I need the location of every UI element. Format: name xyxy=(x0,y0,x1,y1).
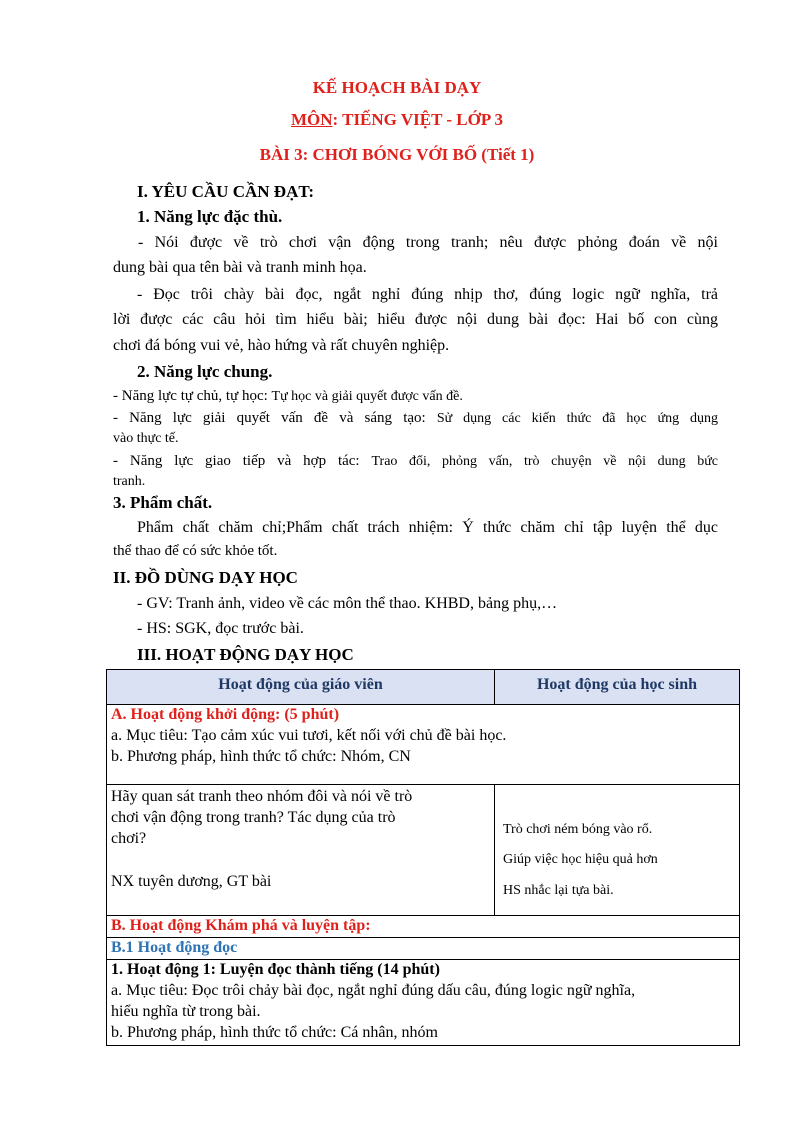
teacher-line1: Hãy quan sát tranh theo nhóm đôi và nói về trò xyxy=(111,788,413,805)
sub2-heading: 2. Năng lực chung. xyxy=(137,362,273,381)
row-b-heading: B. Hoạt động Khám phá và luyện tập: xyxy=(111,917,371,934)
act1-method: b. Phương pháp, hình thức tổ chức: Cá nhân, nhóm xyxy=(111,1024,438,1041)
student-line2: Giúp việc học hiệu quả hơn xyxy=(503,852,658,867)
student-line1: Trò chơi ném bóng vào rổ. xyxy=(503,822,653,837)
lesson-title: BÀI 3: CHƠI BÓNG VỚI BỐ (Tiết 1) xyxy=(259,145,535,164)
col-header-student: Hoạt động của học sinh xyxy=(495,670,739,704)
sub2-item3-line2: tranh. xyxy=(113,474,146,489)
row-divider xyxy=(107,959,739,960)
section2-hs: - HS: SGK, đọc trước bài. xyxy=(137,620,304,637)
student-line3: HS nhắc lại tựa bài. xyxy=(503,883,614,898)
activity-table xyxy=(106,669,740,1046)
sub2-item2-lead: - Năng lực giải quyết vấn đề và sáng tạo: xyxy=(113,410,437,426)
row-b1-heading: B.1 Hoạt động đọc xyxy=(111,939,238,956)
sub1-p1-line2: dung bài qua tên bài và tranh minh họa. xyxy=(113,259,367,276)
sub1-p2-line3: chơi đá bóng vui vẻ, hào hứng và rất chuyên nghiệp. xyxy=(113,337,450,354)
row-a-heading: A. Hoạt động khởi động: (5 phút) xyxy=(111,706,340,723)
row-divider xyxy=(107,937,739,938)
plan-title: KẾ HOẠCH BÀI DẠY xyxy=(312,78,482,97)
sub2-item2-rest: Sử dụng các kiến thức đã học ứng dụng xyxy=(436,411,718,426)
act1-goal-line1: a. Mục tiêu: Đọc trôi chảy bài đọc, ngắt nghỉ đúng dấu câu, đúng logic ngữ nghĩa, xyxy=(111,982,636,999)
sub1-heading: 1. Năng lực đặc thù. xyxy=(137,207,283,226)
row-a-method: b. Phương pháp, hình thức tổ chức: Nhóm, CN xyxy=(111,748,411,765)
sub2-item3-lead: - Năng lực giao tiếp và hợp tác: xyxy=(113,453,372,469)
act1-goal-line2: hiểu nghĩa từ trong bài. xyxy=(111,1003,261,1020)
sub2-item3-rest: Trao đổi, phỏng vấn, trò chuyện về nội dung bức xyxy=(371,454,719,469)
sub1-p2-line2: lời được các câu hỏi tìm hiểu bài; hiểu được nội dung bài đọc: Hai bố con cùng xyxy=(113,311,718,328)
teacher-line4: NX tuyên dương, GT bài xyxy=(111,873,272,890)
row-divider xyxy=(107,784,739,785)
sub2-item2 xyxy=(113,410,718,427)
sub3-line1: Phẩm chất chăm chỉ;Phẩm chất trách nhiệm: Ý thức chăm chỉ tập luyện thể dục xyxy=(137,519,718,536)
act1-heading: 1. Hoạt động 1: Luyện đọc thành tiếng (14 phút) xyxy=(111,961,440,978)
col-header-teacher: Hoạt động của giáo viên xyxy=(107,670,494,704)
section1-heading: I. YÊU CẦU CẦN ĐẠT: xyxy=(137,182,315,201)
subject-rest: : TIẾNG VIỆT - LỚP 3 xyxy=(332,110,504,129)
teacher-line3: chơi? xyxy=(111,830,147,847)
sub1-p2-line1: - Đọc trôi chày bài đọc, ngắt nghỉ đúng nhịp thơ, đúng logic ngữ nghĩa, trả xyxy=(137,286,718,303)
section2-gv: - GV: Tranh ảnh, video về các môn thể thao. KHBD, bảng phụ,… xyxy=(137,595,558,612)
sub2-item2-line2: vào thực tế. xyxy=(113,431,179,446)
row-divider xyxy=(107,915,739,916)
sub2-item1 xyxy=(113,388,463,405)
teacher-line2: chơi vận động trong tranh? Tác dụng của trò xyxy=(111,809,396,826)
sub2-item1-lead: - Năng lực tự chủ, tự học: xyxy=(113,388,272,404)
row-divider xyxy=(107,704,739,705)
col-divider xyxy=(494,785,495,915)
sub2-item3 xyxy=(113,453,718,470)
col-divider-header xyxy=(494,670,495,704)
row-a-goal: a. Mục tiêu: Tạo cảm xúc vui tươi, kết nối với chủ đề bài học. xyxy=(111,727,507,744)
sub3-line2: thể thao để có sức khỏe tốt. xyxy=(113,543,278,559)
subject-prefix: MÔN xyxy=(290,110,333,129)
sub2-item1-rest: Tự học và giải quyết được vấn đề. xyxy=(271,389,463,404)
section3-heading: III. HOẠT ĐỘNG DẠY HỌC xyxy=(137,645,354,664)
section2-heading: II. ĐỒ DÙNG DẠY HỌC xyxy=(113,568,298,587)
sub3-heading: 3. Phẩm chất. xyxy=(113,493,213,512)
sub1-p1-line1: - Nói được về trò chơi vận động trong tranh; nêu được phỏng đoán về nội xyxy=(138,234,718,251)
subject-title xyxy=(0,110,794,130)
